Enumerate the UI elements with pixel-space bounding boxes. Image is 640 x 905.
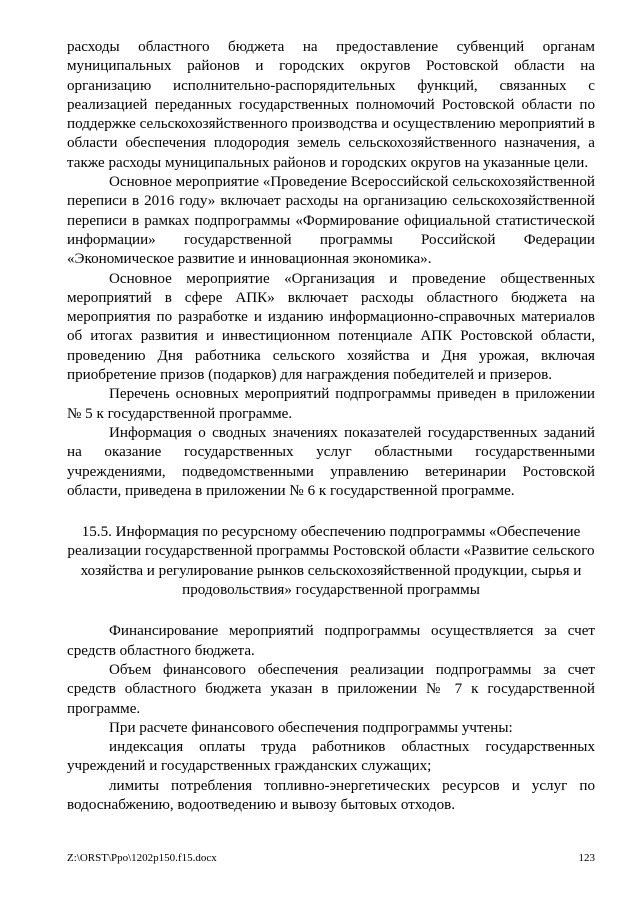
paragraph-1: расходы областного бюджета на предоставление субвенций органам муниципальных районов и городских округов Ростовской области на организацию исполнительно-распорядительных функций, связанных с реализацией переданных государственных полномочий Ростовской области по поддержке сельскохозяйственного производства и осуществлению мероприятий в области обеспечения плодородия земель сельскохозяйственного назначения, а также расходы муниципальных районов и городских округов на указанные цели. [67, 39, 595, 171]
paragraph-3: Основное мероприятие «Организация и проведение общественных мероприятий в сфере АПК» включает расходы областного бюджета на мероприятия по разработке и изданию информационно-справочных материалов об итогах развития и инвестиционном потенциале АПК Ростовской области, проведению Дня работника сельского хозяйства и Дня урожая, включая приобретение призов (подарков) для награждения победителей и призеров. [67, 270, 595, 384]
file-path: Z:\ORST\Ppo\1202p150.f15.docx [67, 852, 217, 864]
paragraph-6: Финансирование мероприятий подпрограммы осуществляется за счет средств областного бюджета. [67, 623, 595, 659]
page-number: 123 [578, 852, 595, 864]
paragraph-7: Объем финансового обеспечения реализации подпрограммы за счет средств областного бюджета указан в приложении № 7 к государственной программе. [67, 661, 595, 717]
section-heading: 15.5. Информация по ресурсному обеспечению подпрограммы «Обеспечение реализации государственной программы Ростовской области «Развитие сельского хозяйства и регулирование рынков сельскохозяйственной продукции, сырья и продовольствия» государственной программы [67, 524, 595, 599]
paragraph-5: Информация о сводных значениях показателей государственных заданий на оказание государственных услуг областными государственными учреждениями, подведомственными управлению ветеринарии Ростовской области, приведена в приложении № 6 к государственной программе. [67, 424, 595, 499]
paragraph-9: индексация оплаты труда работников областных государственных учреждений и государственных гражданских служащих; [67, 739, 595, 775]
document-body [67, 38, 595, 815]
paragraph-8: При расчете финансового обеспечения подпрограммы учтены: [109, 719, 513, 736]
paragraph-2: Основное мероприятие «Проведение Всероссийской сельскохозяйственной переписи в 2016 году» включает расходы на организацию сельскохозяйственной переписи в рамках подпрограммы «Формирование официальной статистической информации» государственной программы Российской Федерации «Экономическое развитие и инновационная экономика». [67, 174, 595, 268]
paragraph-10: лимиты потребления топливно-энергетических ресурсов и услуг по водоснабжению, водоотведению и вывозу бытовых отходов. [67, 777, 595, 813]
paragraph-4: Перечень основных мероприятий подпрограммы приведен в приложении № 5 к государственной программе. [67, 386, 595, 422]
